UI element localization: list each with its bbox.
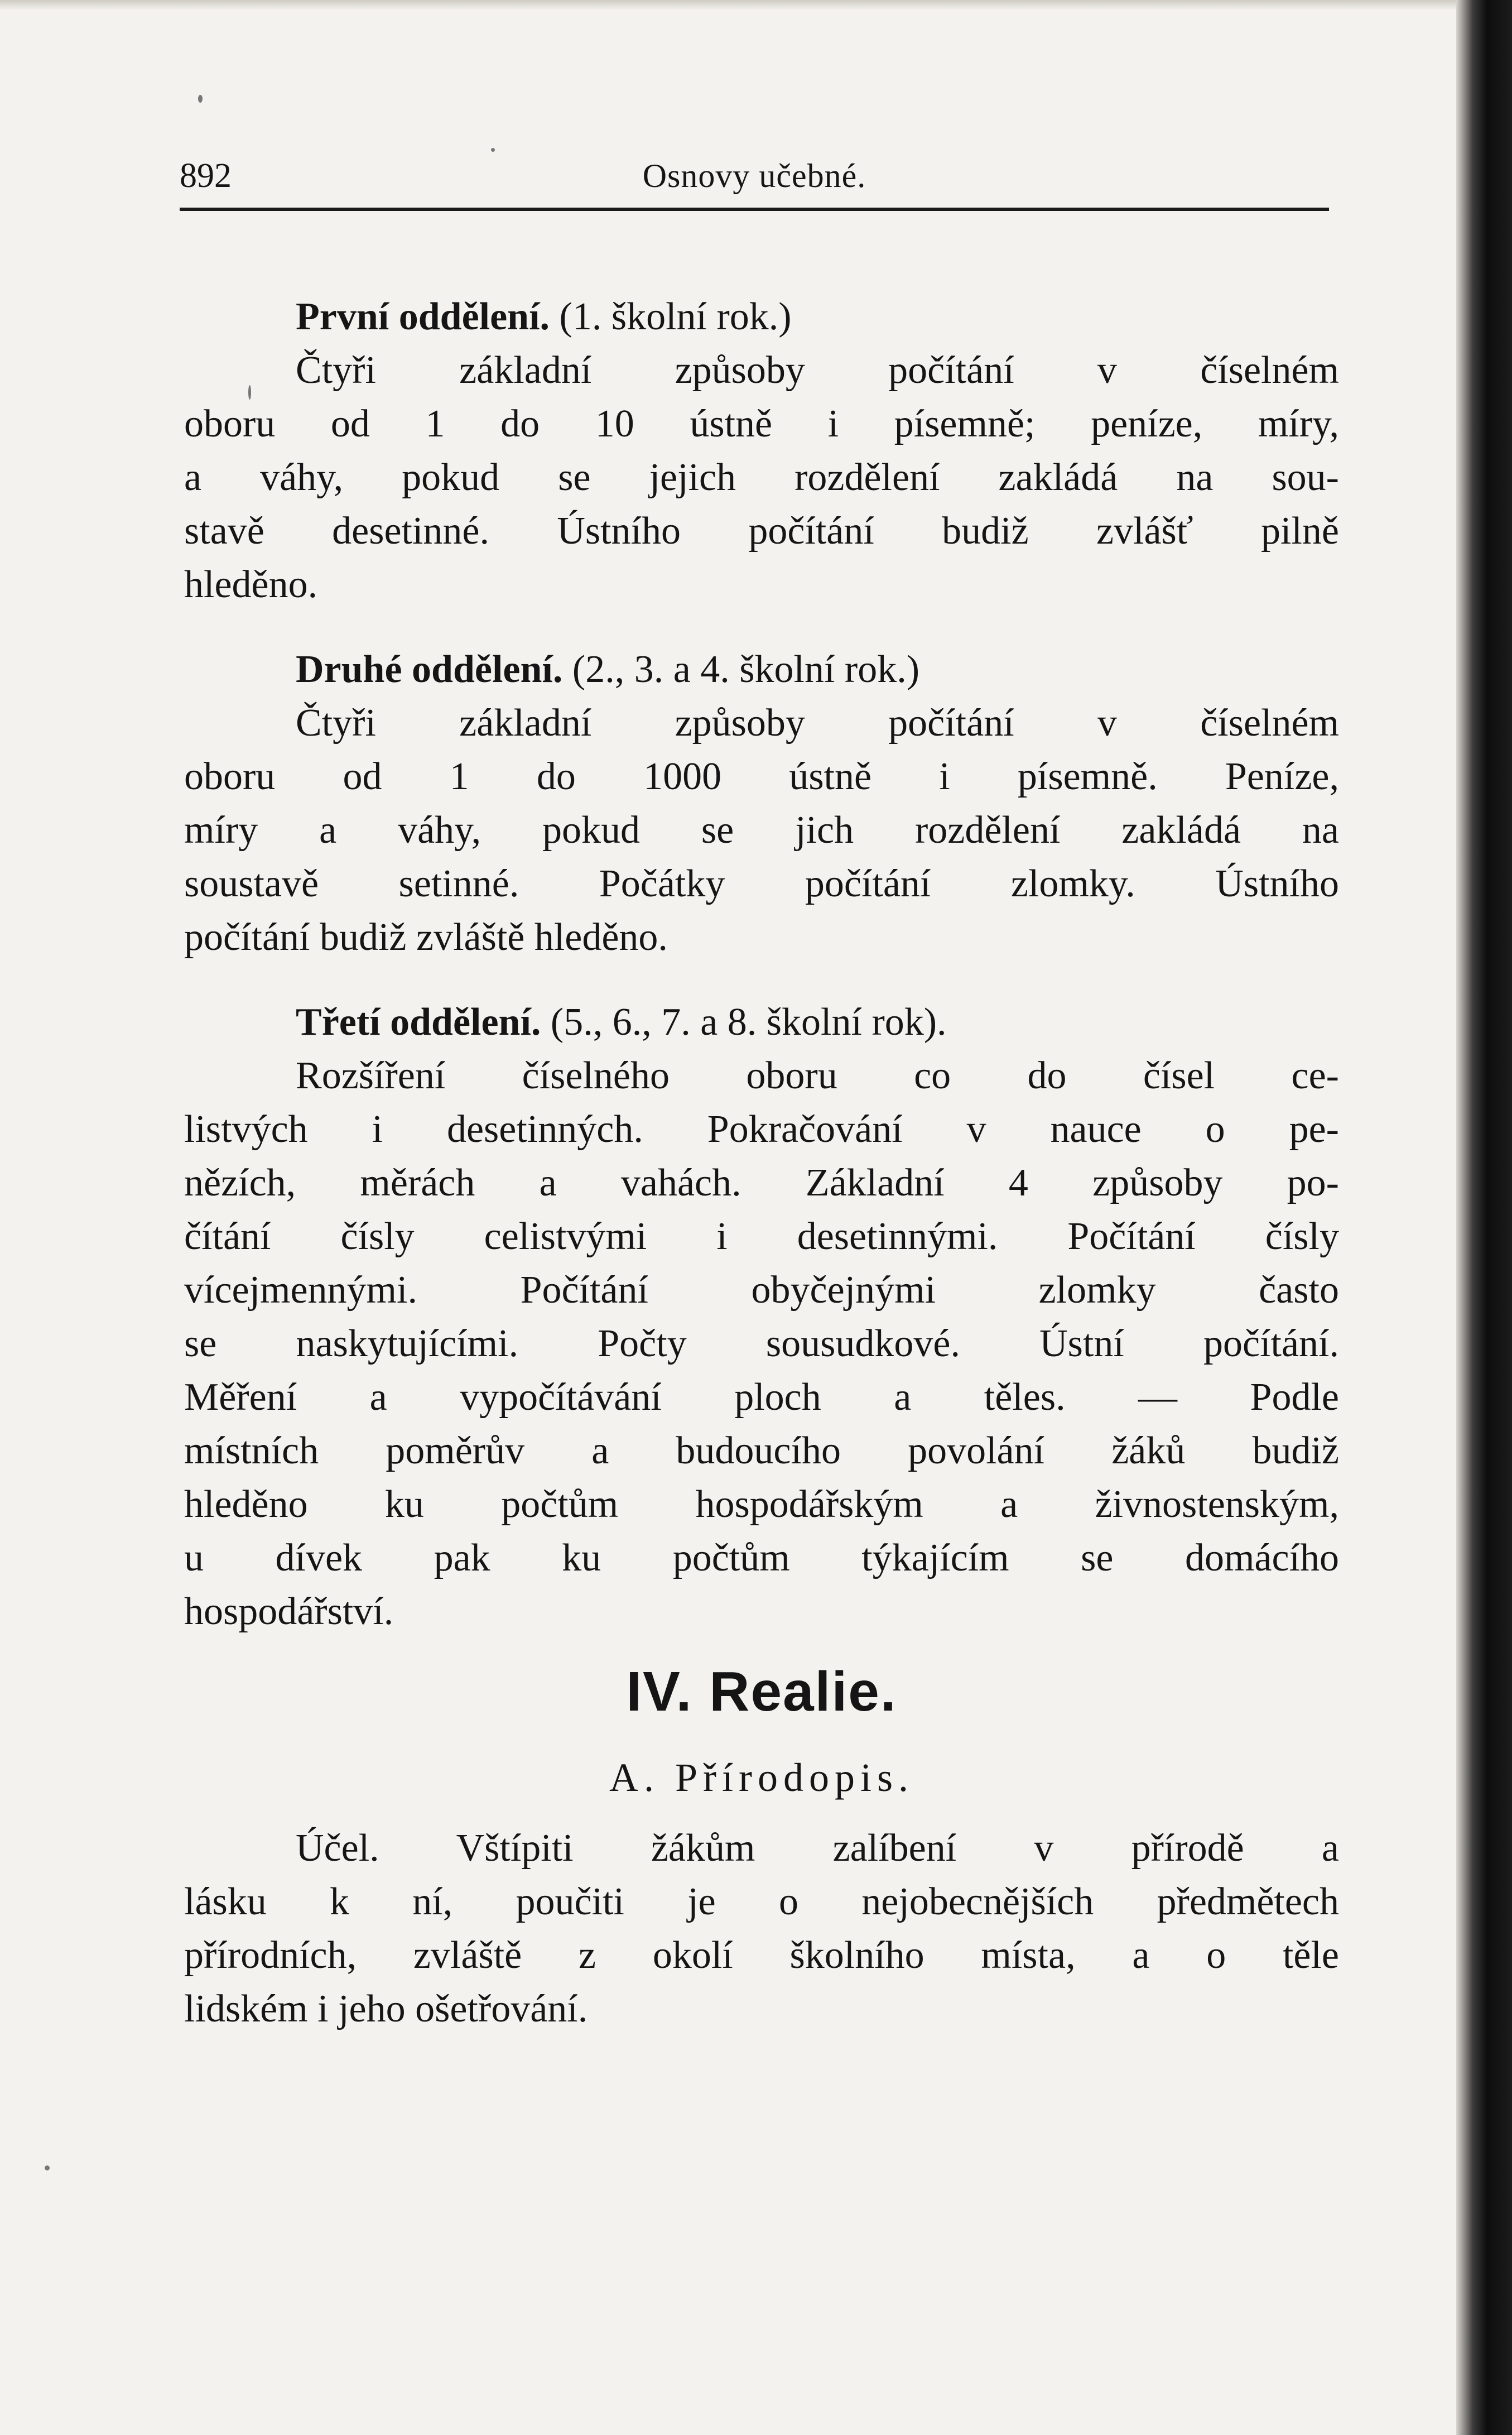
- page-body: [184, 290, 1339, 2036]
- text-line: přírodních, zvláště z okolí školního místa, a o těle: [184, 1934, 1339, 1977]
- text-line: soustavě setinné. Počátky počítání zlomky. Ústního: [184, 862, 1339, 905]
- scan-speck: [491, 148, 495, 152]
- section-heading-realie: IV. Realie.: [626, 1660, 897, 1723]
- text-line: listvých i desetinných. Pokračování v nauce o pe-: [184, 1108, 1339, 1151]
- division-heading: [184, 643, 1339, 697]
- running-title: Osnovy učebné.: [642, 157, 866, 194]
- text-line: oboru od 1 do 10 ústně i písemně; peníze, míry,: [184, 402, 1339, 445]
- text-line: nězích, měrách a vahách. Základní 4 způsoby po-: [184, 1161, 1339, 1204]
- text-line: hleděno.: [184, 563, 318, 606]
- page-header: [180, 155, 1329, 196]
- division-name: Druhé oddělení.: [296, 648, 563, 691]
- realie-paragraph: [184, 1822, 1339, 2036]
- division-years: (5., 6., 7. a 8. školní rok).: [541, 1001, 947, 1044]
- division-name: Třetí oddělení.: [296, 1001, 541, 1044]
- text-line: lidském i jeho ošetřování.: [184, 1987, 588, 2030]
- subsection-heading-prirodopis: A. Přírodopis.: [609, 1755, 914, 1800]
- division-heading: [184, 996, 1339, 1049]
- text-line: Čtyři základní způsoby počítání v číselném: [296, 349, 1339, 392]
- text-line: Čtyři základní způsoby počítání v číselném: [296, 702, 1339, 745]
- division-first: [184, 290, 1339, 612]
- text-line: stavě desetinné. Ústního počítání budiž zvlášť pilně: [184, 510, 1339, 553]
- text-line: míry a váhy, pokud se jich rozdělení zakládá na: [184, 809, 1339, 852]
- division-heading: [184, 290, 1339, 344]
- spacer: [184, 964, 1339, 996]
- division-third: [184, 996, 1339, 1639]
- book-spine-edge: [1456, 0, 1512, 2435]
- header-rule: [180, 208, 1329, 211]
- division-name: První oddělení.: [296, 295, 550, 338]
- division-years: (2., 3. a 4. školní rok.): [562, 648, 920, 691]
- text-line: oboru od 1 do 1000 ústně i písemně. Peníze,: [184, 755, 1339, 798]
- text-line: Účel. Vštípiti žákům zalíbení v přírodě a: [296, 1827, 1339, 1870]
- text-line: hleděno ku počtům hospodářským a živnostenským,: [184, 1483, 1339, 1526]
- text-line: místních poměrův a budoucího povolání žáků budiž: [184, 1429, 1339, 1472]
- scan-speck: [248, 385, 251, 400]
- text-line: u dívek pak ku počtům týkajícím se domácího: [184, 1536, 1339, 1579]
- scan-speck: [45, 2165, 50, 2170]
- text-line: vícejmennými. Počítání obyčejnými zlomky často: [184, 1269, 1339, 1312]
- text-line: hospodářství.: [184, 1590, 394, 1633]
- division-second: [184, 643, 1339, 964]
- text-line: a váhy, pokud se jejich rozdělení zakládá na sou-: [184, 456, 1339, 499]
- text-line: se naskytujícími. Počty sousudkové. Ústní počítání.: [184, 1322, 1339, 1365]
- scan-speck: [198, 95, 203, 103]
- text-line: Měření a vypočítávání ploch a těles. — Podle: [184, 1376, 1339, 1419]
- text-line: lásku k ní, poučiti je o nejobecnějších předmětech: [184, 1880, 1339, 1923]
- text-line: čítání čísly celistvými i desetinnými. Počítání čísly: [184, 1215, 1339, 1258]
- division-years: (1. školní rok.): [550, 295, 792, 338]
- page-number: 892: [180, 157, 232, 195]
- spacer: [184, 612, 1339, 643]
- text-line: Rozšíření číselného oboru co do čísel ce-: [296, 1054, 1339, 1097]
- text-line: počítání budiž zvláště hleděno.: [184, 916, 668, 959]
